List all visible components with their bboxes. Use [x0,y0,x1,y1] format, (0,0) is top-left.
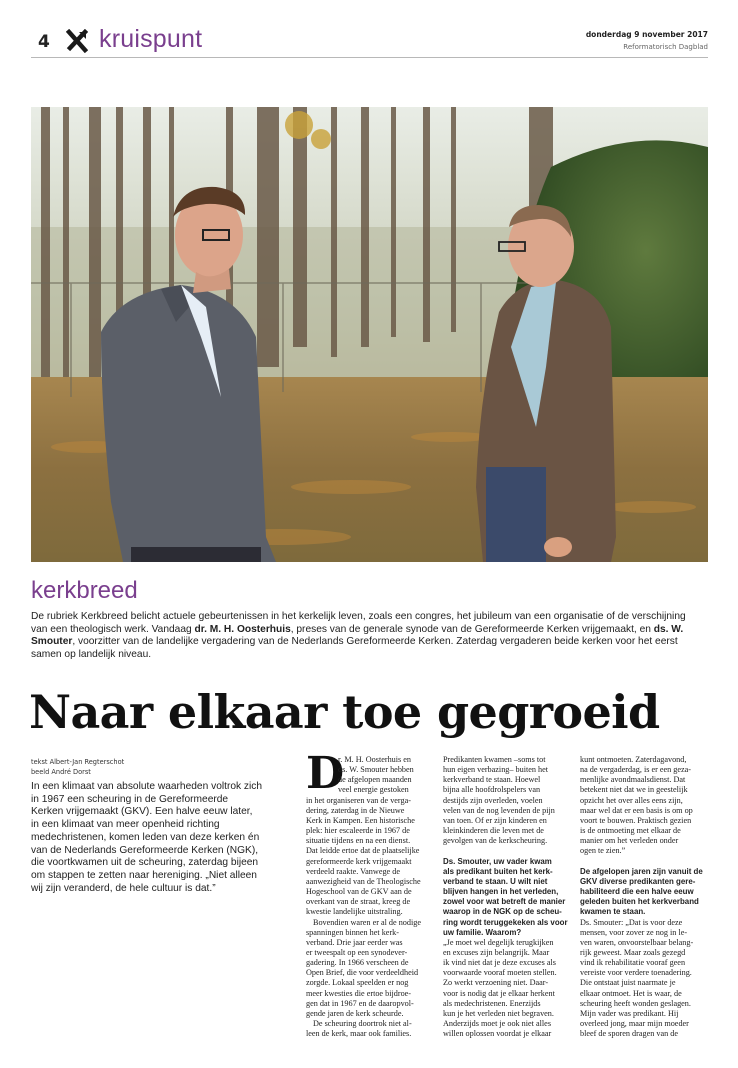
article-line: situatie tijdens en na een dienst. [306,836,411,846]
article-line: manier om het verleden onder [580,836,679,846]
article-line: Ds. Smouter: „Dat is voor deze [580,917,683,927]
article-column-2 [443,755,568,1039]
article-line: menlijke avondmaalsdienst. Dat [580,775,686,785]
article-line: gevolgen van de kerkscheuring. [443,836,548,846]
section-title: kruispunt [99,25,203,53]
article-line: voorwaarde vooraf moeten stellen. [443,968,557,978]
article-line: Open Brief, die voor verdeeldheid [306,968,419,978]
article-line: gadering. In 1966 verscheen de [306,958,409,968]
article-line: overleed jong, maar mijn moeder [580,1019,689,1029]
article-line: verband te staan. U wilt niet [443,876,548,886]
article-line: dering, zaterdag in de Nieuwe [306,805,405,815]
article-line: mensen, voor zover ze nog in le- [580,927,688,937]
article-line: bijna alle hoofdrolspelers van [443,785,541,795]
article-line: gen dat in 1967 en de daaropvol- [306,998,414,1008]
article-lead: In een klimaat van absolute waarheden voltrok zich in 1967 een scheuring in de Gereformeerde Kerken vrijgemaakt (GKV). Een halve eeuw later, in een klimaat van meer openheid richting medechristenen, komen leden van deze kerken én van de Nederlands Gereformeerde Kerken (NGK), die voortkwamen uit de scheuring, zaterdag bijeen om stappen te zetten naar hereniging. „Niet alleen wij zijn veranderd, de hele cultuur is dat.” [31,781,263,894]
article-line: kleinkinderen die leven met de [443,826,544,836]
article-column-3 [580,755,703,1039]
article-line: De scheuring doortrok niet al- [313,1019,412,1029]
article-line: bleef de sporen dragen van de [580,1029,678,1039]
article-credits [31,757,124,777]
article-line: opzicht het over alles eens zijn, [580,795,683,805]
page-number: 4 [38,32,50,52]
article-line: GKV diverse predikanten gere- [580,876,696,886]
credit-photo: beeld André Dorst [31,768,91,776]
issue-date: donderdag 9 november 2017 [585,30,708,39]
article-line: geleden buiten het kerkverband [580,897,699,907]
article-line: veel energie gestoken [338,785,409,795]
article-line: „Je moet wel degelijk terugkijken [443,937,554,947]
article-line: zorgde. Lokaal speelden er nog [306,978,409,988]
article-line: ven waren, onvoorstelbaar belang- [580,937,694,947]
article-line: Dat leidde ertoe dat de plaatselijke [306,846,420,856]
article-line: meer kwesties die ertoe bijdroe- [306,988,412,998]
article-line: aanwezigheid van de Theologische [306,876,421,886]
article-line: gereformeerde kerk vrijgemaakt [306,856,412,866]
article-line: Anderzijds moet je ook niet alles [443,1019,552,1029]
article-line: Ds. Smouter, uw vader kwam [443,856,552,866]
article-line: overkant van de straat, kreeg de [306,897,411,907]
article-line: hun eigen verbazing– buiten het [443,765,549,775]
article-line: kun je het verleden niet begraven. [443,1008,554,1018]
article-photo [31,107,708,562]
article-line: voor is nodig dat je elkaar herkent [443,988,555,998]
article-line: Kerk in Kampen. Een historische [306,815,415,825]
article-line: Hogeschool van de GKV aan de [306,887,412,897]
article-line: van toen. Of er zijn kinderen en [443,815,547,825]
article-line: verdeeld raakte. Vanwege de [306,866,400,876]
article-line: elkaar ontmoet. Het is waar, de [580,988,682,998]
credit-text: tekst Albert-Jan Regterschot [31,758,125,766]
article-line: ik vind niet dat je deze excuses als [443,958,556,968]
article-line: De afgelopen jaren zijn vanuit de [580,866,703,876]
article-line: rijk geweest. Maar zoals gezegd [580,947,686,957]
article-line: blijven hangen in het verleden, [443,887,559,897]
photo-two-men-icon [31,107,708,562]
article-line: r. M. H. Oosterhuis en [338,755,411,764]
article-line: destijds zijn overleden, voelen [443,795,543,805]
article-line: vereiste voor verdere toenadering. [580,968,692,978]
drop-cap: D [306,748,345,799]
article-line: ring wordt teruggekeken als voor [443,917,568,927]
article-line: ds. W. Smouter hebben [338,765,414,775]
article-line: waarop in de NGK op de scheu- [443,907,562,917]
article-line: er tweespalt op een synodever- [306,947,408,957]
kerkbreed-intro: De rubriek Kerkbreed belicht actuele gebeurtenissen in het kerkelijk leven, zoals een congres, het jubileum van een organisatie of de verschijning van een theologisch werk. Vandaag dr. M. H. Oosterhuis, preses van de generale synode van de Gereformeerde Kerken vrijgemaakt, en ds. W. Smouter, voorzitter van de landelijke vergadering van de Nederlands Gereformeerde Kerken. Zaterdag vergaderen beide kerken voor het eerst samen op landelijk niveau. [31,611,686,660]
article-headline: Naar elkaar toe gegroeid [29,685,660,739]
kruispunt-logo-icon [66,29,88,53]
article-column-1 [306,755,424,1039]
article-line: kerkverband te staan. Hoewel [443,775,541,785]
article-line: Zo werkt verzoening niet. Daar- [443,978,549,988]
name-smouter: ds. W. Smouter [31,623,684,648]
article-line: uw familie. Waarom? [443,927,522,937]
article-line: kwamen te staan. [580,907,646,917]
article-line: als medechristenen. Enerzijds [443,998,541,1008]
article-line: ogen te zien.” [580,846,626,856]
article-line: habiliteerd die een halve eeuw [580,887,694,897]
article-line: velen van de nog levenden de pijn [443,805,555,815]
article-line: spanningen binnen het kerk- [306,927,399,937]
name-oosterhuis: dr. M. H. Oosterhuis [194,623,291,635]
article-line: de afgelopen maanden [338,775,412,785]
article-line: Bovendien waren er al de nodige [313,917,421,927]
article-line: Die ontstaat juist naarmate je [580,978,676,988]
article-line: plek: hier escaleerde in 1967 de [306,826,410,836]
article-line: Predikanten kwamen –soms tot [443,755,546,764]
kerkbreed-title: kerkbreed [31,577,138,604]
article-line: Mijn vader was predikant. Hij [580,1008,679,1018]
article-line: scheuring heeft wonden geslagen. [580,998,691,1008]
article-line: kunt ontmoeten. Zaterdagavond, [580,755,687,764]
article-line: maar wel dat er een basis is om op [580,805,693,815]
article-line: betekent niet dat we in geestelijk [580,785,688,795]
article-line: willen oplossen voordat je elkaar [443,1029,552,1039]
article-line: zowel voor wat betreft de manier [443,897,566,907]
article-line: leen de kerk, maar ook families. [306,1029,412,1039]
article-line: vind ik rehabilitatie vooraf geen [580,958,686,968]
newspaper-name: Reformatorisch Dagblad [623,43,708,51]
page-header [31,26,708,58]
article-line: kwestie landelijke uitstraling. [306,907,403,917]
article-line: gende jaren de kerk scheurde. [306,1008,404,1018]
article-line: en excuses zijn belangrijk. Maar [443,947,550,957]
article-line: in het organiseren van de verga- [306,795,411,805]
article-line [443,846,561,856]
article-line: als predikant buiten het kerk- [443,866,553,876]
article-line [580,857,698,867]
article-line: voort te bouwen. Praktisch gezien [580,815,692,825]
article-line: is de ontmoeting met elkaar de [580,826,681,836]
article-line: verband. Drie jaar eerder was [306,937,403,947]
article-line: na de vergaderdag, is er een geza- [580,765,691,775]
